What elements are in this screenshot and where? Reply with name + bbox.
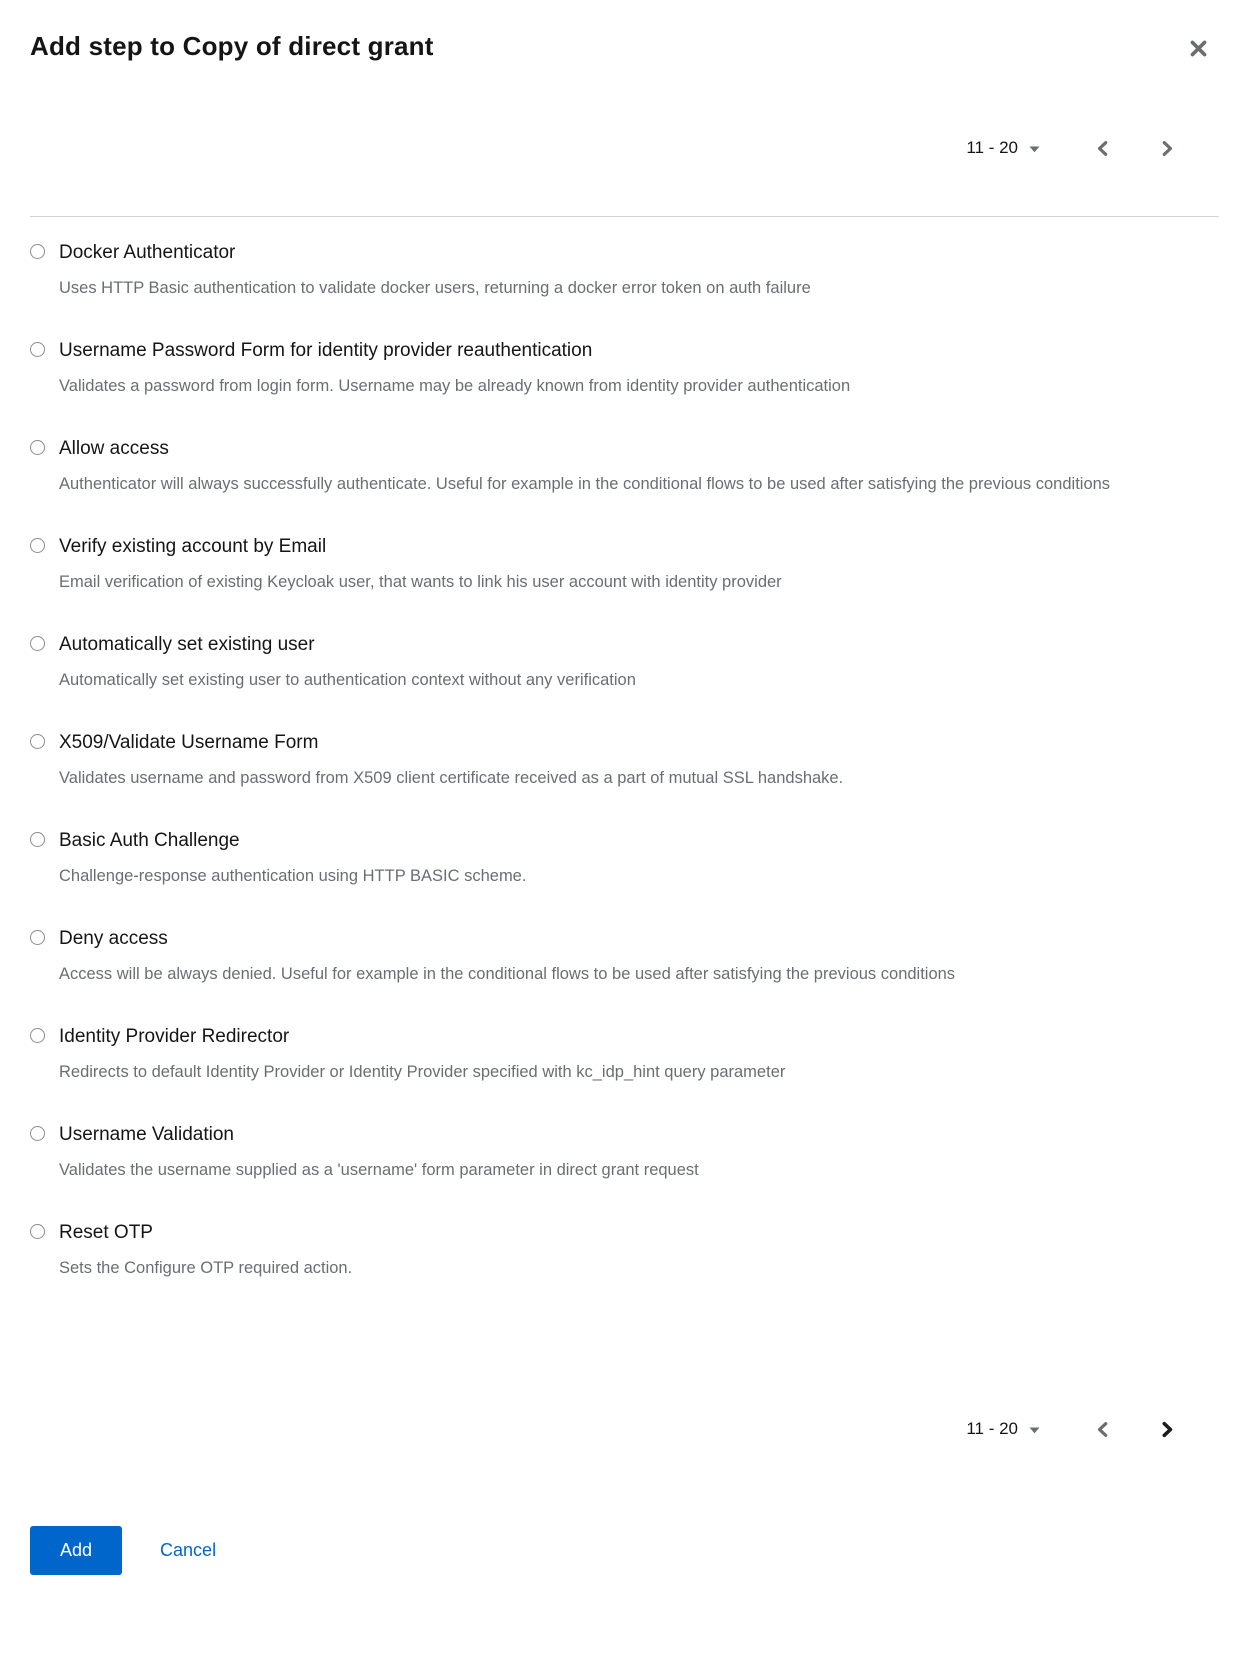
pagination-next-button[interactable] (1157, 136, 1178, 161)
modal-title: Add step to Copy of direct grant (30, 31, 434, 61)
step-text (59, 1023, 785, 1087)
add-button[interactable]: Add (30, 1526, 122, 1575)
pagination-range-label: 11 - 20 (966, 138, 1018, 157)
modal-header (0, 0, 1249, 63)
step-description: Validates a password from login form. Username may be already known from identity provider authentication (59, 377, 851, 395)
pagination-range-label: 11 - 20 (966, 1419, 1018, 1438)
step-text (59, 533, 782, 597)
step-radio-button[interactable] (30, 440, 45, 455)
angle-right-icon (1161, 1426, 1174, 1441)
caret-down-icon (1029, 1419, 1040, 1439)
step-radio-button[interactable] (30, 342, 45, 357)
step-description: Access will be always denied. Useful for example in the conditional flows to be used after satisfying the previous conditions (59, 965, 956, 983)
step-radio-button[interactable] (30, 636, 45, 651)
step-description: Sets the Configure OTP required action. (59, 1259, 353, 1277)
step-radio-button[interactable] (30, 734, 45, 749)
close-button[interactable] (1184, 34, 1213, 63)
step-title: Verify existing account by Email (59, 536, 327, 557)
step-description: Automatically set existing user to authentication context without any verification (59, 671, 636, 689)
caret-down-icon (1029, 138, 1040, 158)
step-title: Deny access (59, 928, 168, 949)
step-radio-button[interactable] (30, 538, 45, 553)
step-text (59, 1121, 699, 1185)
pagination-range-dropdown[interactable] (966, 138, 1040, 158)
pagination-prev-button[interactable] (1092, 1417, 1113, 1442)
step-description: Challenge-response authentication using HTTP BASIC scheme. (59, 867, 527, 885)
step-title: Username Validation (59, 1124, 234, 1145)
angle-left-icon (1096, 1426, 1109, 1441)
step-title: X509/Validate Username Form (59, 732, 319, 753)
step-list-item[interactable] (30, 827, 1219, 891)
step-radio-button[interactable] (30, 930, 45, 945)
cancel-button[interactable]: Cancel (160, 1540, 217, 1560)
pagination-next-button[interactable] (1157, 1417, 1178, 1442)
step-radio-button[interactable] (30, 1126, 45, 1141)
step-text (59, 1219, 352, 1283)
step-text (59, 827, 526, 891)
step-title: Reset OTP (59, 1222, 153, 1243)
pagination-range-dropdown[interactable] (966, 1419, 1040, 1439)
angle-left-icon (1096, 145, 1109, 160)
step-text (59, 925, 955, 989)
step-list-item[interactable] (30, 239, 1219, 303)
step-list-item[interactable] (30, 729, 1219, 793)
step-text (59, 729, 843, 793)
step-radio-button[interactable] (30, 244, 45, 259)
step-list (0, 217, 1249, 1283)
step-list-item[interactable] (30, 1023, 1219, 1087)
step-list-item[interactable] (30, 1121, 1219, 1185)
step-text (59, 337, 850, 401)
step-list-item[interactable] (30, 435, 1219, 499)
step-list-item[interactable] (30, 631, 1219, 695)
step-text (59, 631, 636, 695)
step-text (59, 435, 1110, 499)
angle-right-icon (1161, 145, 1174, 160)
step-title: Docker Authenticator (59, 242, 236, 263)
pagination-bottom (0, 1414, 1249, 1444)
step-title: Basic Auth Challenge (59, 830, 240, 851)
step-title: Allow access (59, 438, 169, 459)
step-text (59, 239, 811, 303)
step-list-item[interactable] (30, 925, 1219, 989)
modal-footer (0, 1526, 1249, 1575)
step-radio-button[interactable] (30, 832, 45, 847)
step-radio-button[interactable] (30, 1224, 45, 1239)
step-title: Identity Provider Redirector (59, 1026, 290, 1047)
step-radio-button[interactable] (30, 1028, 45, 1043)
step-description: Authenticator will always successfully authenticate. Useful for example in the conditional flows to be used after satisfying the previous conditions (59, 475, 1111, 493)
step-description: Uses HTTP Basic authentication to validate docker users, returning a docker error token on auth failure (59, 279, 811, 297)
step-title: Automatically set existing user (59, 634, 315, 655)
step-list-item[interactable] (30, 1219, 1219, 1283)
step-list-item[interactable] (30, 337, 1219, 401)
step-description: Validates username and password from X509 client certificate received as a part of mutual SSL handshake. (59, 769, 844, 787)
close-icon (1190, 45, 1207, 60)
step-title: Username Password Form for identity provider reauthentication (59, 340, 593, 361)
step-list-item[interactable] (30, 533, 1219, 597)
step-description: Redirects to default Identity Provider or Identity Provider specified with kc_idp_hint query parameter (59, 1063, 786, 1081)
pagination-prev-button[interactable] (1092, 136, 1113, 161)
pagination-top (0, 133, 1249, 163)
step-description: Email verification of existing Keycloak user, that wants to link his user account with identity provider (59, 573, 782, 591)
step-description: Validates the username supplied as a 'username' form parameter in direct grant request (59, 1161, 699, 1179)
